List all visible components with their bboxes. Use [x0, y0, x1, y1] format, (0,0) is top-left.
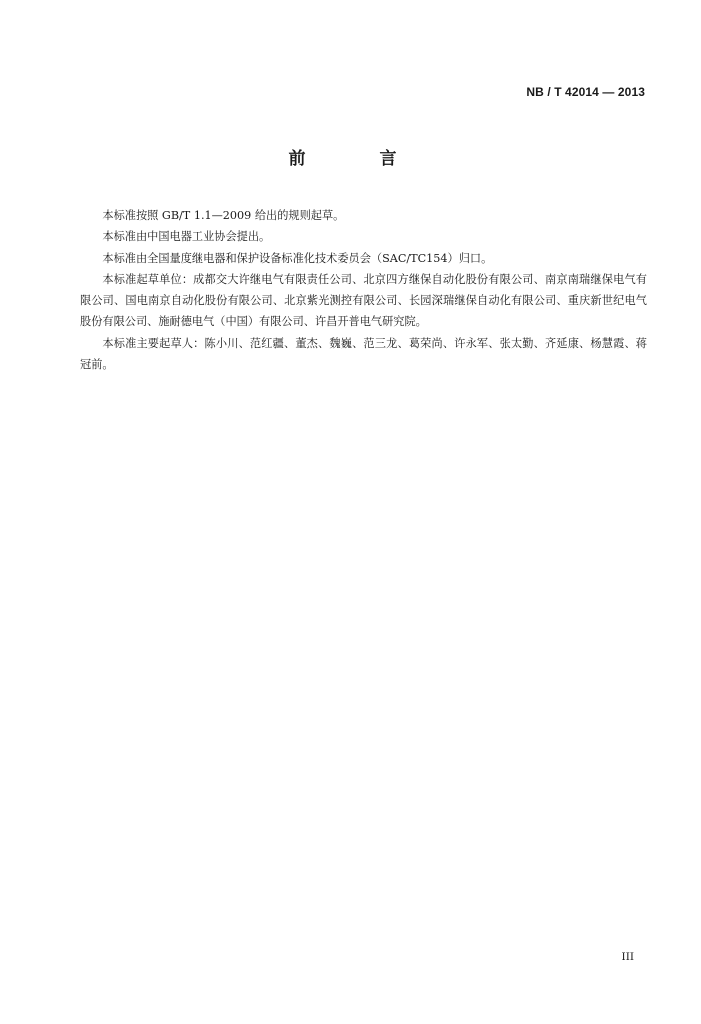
page-title: 前 言	[288, 149, 431, 169]
standard-code: NB / T 42014 — 2013	[526, 85, 645, 99]
paragraph-drafting-rules: 本标准按照 GB/T 1.1—2009 给出的规则起草。	[102, 209, 345, 222]
page-number: III	[621, 951, 634, 963]
paragraph-proposer: 本标准由中国电器工业协会提出。	[102, 230, 271, 244]
paragraph-committee: 本标准由全国量度继电器和保护设备标准化技术委员会（SAC/TC154）归口。	[102, 251, 493, 265]
paragraph-drafters: 本标准主要起草人：陈小川、范红疆、董杰、魏巍、范三龙、葛荣尚、许永军、张太勤、齐延康、杨慧霞、蒋冠前。	[80, 336, 647, 372]
foreword-body	[80, 205, 647, 375]
paragraph-drafting-units: 本标准起草单位：成都交大许继电气有限责任公司、北京四方继保自动化股份有限公司、南京南瑞继保电气有限公司、国电南京自动化股份有限公司、北京紫光测控有限公司、长园深瑞继保自动化有限公司、重庆新世纪电气股份有限公司、施耐德电气（中国）有限公司、许昌开普电气研究院。	[80, 272, 647, 329]
